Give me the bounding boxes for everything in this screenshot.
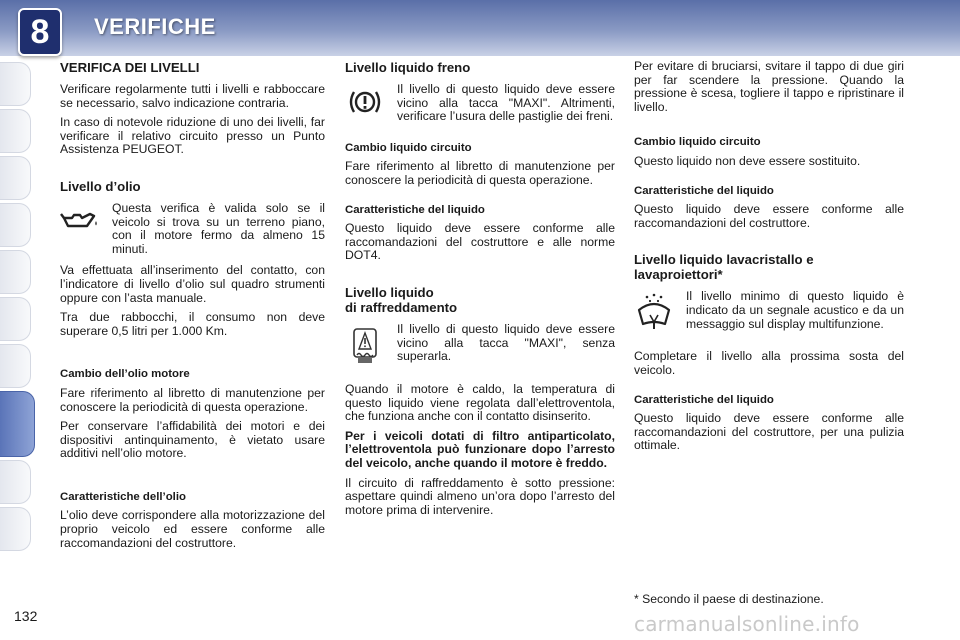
brake-fluid-heading: Livello liquido freno xyxy=(345,60,471,75)
footnote: * Secondo il paese di destinazione. xyxy=(634,592,824,606)
watermark: carmanualsonline.info xyxy=(634,612,860,636)
chapter-number-badge: 8 xyxy=(18,8,62,56)
brake-warning-icon xyxy=(345,85,385,119)
coolant-heading xyxy=(345,285,615,315)
column-middle xyxy=(345,60,615,523)
coolant-continuation: Per evitare di bruciarsi, svitare il tappo di due giri per far scendere la pressione. Quando la pressione è scesa, togliere il tappo e ripristinare il livello. xyxy=(634,59,904,114)
section-heading-levels: VERIFICA DEI LIVELLI xyxy=(60,60,200,75)
chapter-tab-8-active[interactable] xyxy=(0,391,35,457)
chapter-title: VERIFICHE xyxy=(94,14,216,39)
chapter-tab-1[interactable] xyxy=(0,62,31,106)
coolant-warning-bold: Per i veicoli dotati di filtro antiparticolato, l’elettroventola può funzionare dopo l’arresto del veicolo, anche quando il motore è freddo. xyxy=(345,428,615,470)
coolant-heading-line2: di raffreddamento xyxy=(345,299,458,315)
chapter-tabs xyxy=(0,62,36,554)
oil-can-icon xyxy=(60,204,100,238)
coolant-paragraph-3: Il circuito di raffreddamento è sotto pressione: aspettare quindi almeno un’ora dopo l’arresto del motore prima di intervenire. xyxy=(345,475,615,517)
oil-note-text: Questa verifica è valida solo se il veicolo si trova su un terreno piano, con il motore fermo da almeno 15 minuti. xyxy=(112,200,325,256)
windscreen-washer-icon xyxy=(634,292,674,332)
coolant-heading-line1: Livello liquido xyxy=(345,284,434,300)
oil-change-paragraph-2: Per conservare l’affidabilità dei motori e dei dispositivi antinquinamento, è vietato usare additivi nell’olio motore. xyxy=(60,419,325,461)
intro-paragraph-2: In caso di notevole riduzione di uno dei livelli, far verificare il relativo circuito presso un Punto Assistenza PEUGEOT. xyxy=(60,115,325,157)
chapter-tab-6[interactable] xyxy=(0,297,31,341)
page-number: 132 xyxy=(14,608,38,624)
washer-fluid-note xyxy=(634,290,904,332)
chapter-tab-4[interactable] xyxy=(0,203,31,247)
washer-note-text: Il livello minimo di questo liquido è indicato da un segnale acustico e da un messaggio sul display multifunzione. xyxy=(686,289,904,331)
oil-specs-heading: Caratteristiche dell’olio xyxy=(60,490,186,503)
oil-specs-paragraph: L’olio deve corrispondere alla motorizzazione del proprio veicolo ed essere conforme alle raccomandazioni del costruttore. xyxy=(60,508,325,550)
washer-fluid-heading: Livello liquido lavacristallo e lavaproiettori* xyxy=(634,252,814,283)
washer-paragraph: Completare il livello alla prossima sosta del veicolo. xyxy=(634,349,904,377)
coolant-change-paragraph: Questo liquido non deve essere sostituito. xyxy=(634,153,861,168)
oil-change-paragraph-1: Fare riferimento al libretto di manutenzione per conoscere la periodicità di questa operazione. xyxy=(60,385,325,414)
brake-change-heading: Cambio liquido circuito xyxy=(345,141,472,154)
brake-specs-paragraph: Questo liquido deve essere conforme alle raccomandazioni del costruttore e alle norme DOT4. xyxy=(345,221,615,263)
coolant-note-text: Il livello di questo liquido deve essere vicino alla tacca "MAXI", senza superarla. xyxy=(397,321,615,364)
chapter-tab-10[interactable] xyxy=(0,507,31,551)
column-right xyxy=(634,60,904,459)
oil-paragraph-2: Tra due rabbocchi, il consumo non deve superare 0,5 litri per 1.000 Km. xyxy=(60,310,325,338)
chapter-tab-5[interactable] xyxy=(0,250,31,294)
brake-note-text: Il livello di questo liquido deve essere vicino alla tacca "MAXI". Altrimenti, verificare l’usura delle pastiglie dei freni. xyxy=(397,82,615,124)
intro-paragraph-1: Verificare regolarmente tutti i livelli e rabboccare se necessario, salvo indicazione contraria. xyxy=(60,82,325,110)
chapter-tab-9[interactable] xyxy=(0,460,31,504)
oil-paragraph-1: Va effettuata all’inserimento del contatto, con l’indicatore di livello d’olio sul quadro strumenti oppure con l’asta manuale. xyxy=(60,263,325,305)
chapter-tab-3[interactable] xyxy=(0,156,31,200)
oil-change-heading: Cambio dell’olio motore xyxy=(60,368,190,381)
brake-change-paragraph: Fare riferimento al libretto di manutenzione per conoscere la periodicità di questa operazione. xyxy=(345,159,615,187)
coolant-note xyxy=(345,323,615,365)
oil-level-note xyxy=(60,202,325,256)
chapter-header xyxy=(0,0,960,56)
coolant-specs-heading: Caratteristiche del liquido xyxy=(634,184,774,197)
coolant-warning-icon xyxy=(345,325,385,365)
column-left xyxy=(60,60,325,556)
brake-specs-heading: Caratteristiche del liquido xyxy=(345,203,485,216)
coolant-specs-paragraph: Questo liquido deve essere conforme alle raccomandazioni del costruttore. xyxy=(634,202,904,230)
coolant-change-heading: Cambio liquido circuito xyxy=(634,136,761,149)
brake-fluid-note xyxy=(345,83,615,124)
chapter-tab-7[interactable] xyxy=(0,344,31,388)
washer-specs-heading: Caratteristiche del liquido xyxy=(634,393,774,406)
chapter-tab-2[interactable] xyxy=(0,109,31,153)
oil-level-heading: Livello d’olio xyxy=(60,178,141,194)
washer-specs-paragraph: Questo liquido deve essere conforme alle raccomandazioni del costruttore, per una pulizia ottimale. xyxy=(634,411,904,453)
coolant-paragraph-1: Quando il motore è caldo, la temperatura di questo liquido viene regolata dall’elettroventola, che funziona anche con il contatto disinserito. xyxy=(345,381,615,424)
